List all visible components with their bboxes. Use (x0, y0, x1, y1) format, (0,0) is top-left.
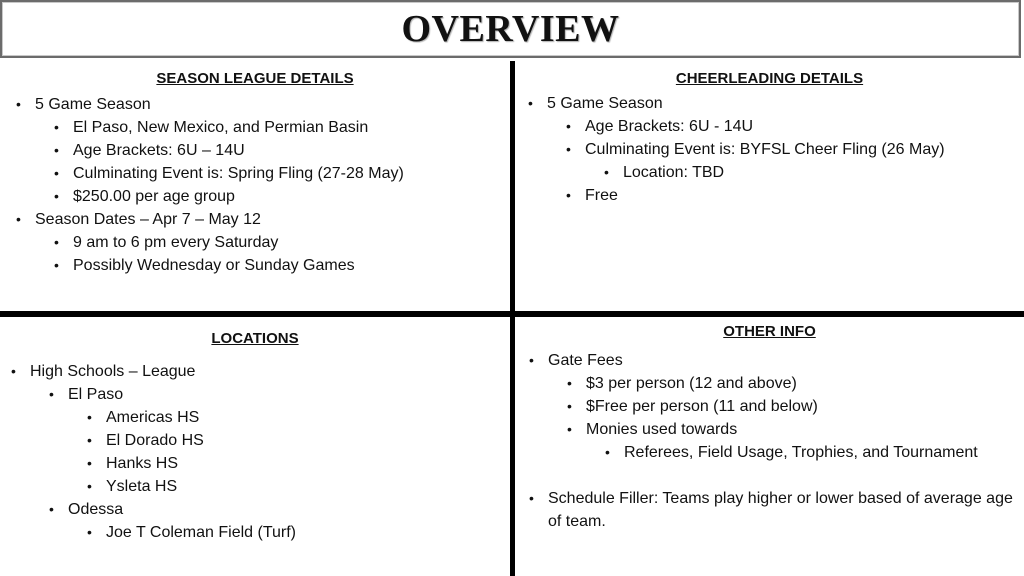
other-info-section (515, 323, 1024, 533)
list-item: • High Schools – League • El Paso • Americas HS • El Dorado HS • Hanks HS • Ysleta HS • Odessa • Joe T Coleman Field (Turf) (30, 360, 510, 544)
list-item: • Americas HS (106, 406, 510, 429)
list-item: • Monies used towards • Referees, Field Usage, Trophies, and Tournament (586, 418, 1024, 464)
list-item: • Free (585, 184, 1024, 207)
list-item: • Location: TBD (623, 161, 1024, 184)
list-item: • 5 Game Season • El Paso, New Mexico, and Permian Basin • Age Brackets: 6U – 14U • Culminating Event is: Spring Fling (27-28 May) • $250.00 per age group (35, 93, 510, 208)
list-item: • 9 am to 6 pm every Saturday (73, 231, 510, 254)
list-item: • $3 per person (12 and above) (586, 372, 1024, 395)
list-item: • El Paso, New Mexico, and Permian Basin (73, 116, 510, 139)
list-item: • Ysleta HS (106, 475, 510, 498)
list-item: • El Paso • Americas HS • El Dorado HS • Hanks HS • Ysleta HS (68, 383, 510, 498)
list-item: • Season Dates – Apr 7 – May 12 • 9 am to 6 pm every Saturday • Possibly Wednesday or Sunday Games (35, 208, 510, 277)
title-banner (0, 0, 1021, 58)
list-item: • Gate Fees • $3 per person (12 and above) • $Free per person (11 and below) • Monies used towards • Referees, Field Usage, Trophies, and Tournament (548, 349, 1024, 464)
list-item: • Culminating Event is: Spring Fling (27-28 May) (73, 162, 510, 185)
cheer-heading: CHEERLEADING DETAILS (675, 70, 864, 87)
horizontal-divider (0, 311, 1024, 317)
season-heading: SEASON LEAGUE DETAILS (156, 70, 354, 87)
list-item: • Odessa • Joe T Coleman Field (Turf) (68, 498, 510, 544)
season-league-section (0, 70, 510, 277)
list-item: • Hanks HS (106, 452, 510, 475)
cheerleading-section (515, 70, 1024, 207)
page-title: OVERVIEW (401, 8, 620, 50)
list-item: • Culminating Event is: BYFSL Cheer Fling (26 May) • Location: TBD (585, 138, 1024, 184)
list-item: • $250.00 per age group (73, 185, 510, 208)
list-item: • 5 Game Season • Age Brackets: 6U - 14U • Culminating Event is: BYFSL Cheer Fling (26 May) • Location: TBD • Free (547, 92, 1024, 207)
list-item: • Age Brackets: 6U - 14U (585, 115, 1024, 138)
list-item: • Referees, Field Usage, Trophies, and Tournament (624, 441, 1024, 464)
list-item: • Age Brackets: 6U – 14U (73, 139, 510, 162)
other-heading: OTHER INFO (723, 323, 816, 340)
locations-section (0, 330, 510, 544)
list-item: • $Free per person (11 and below) (586, 395, 1024, 418)
locations-heading: LOCATIONS (211, 330, 299, 347)
list-item: • El Dorado HS (106, 429, 510, 452)
list-item: • Possibly Wednesday or Sunday Games (73, 254, 510, 277)
list-item: • Joe T Coleman Field (Turf) (106, 521, 510, 544)
list-item: • Schedule Filler: Teams play higher or lower based of average age of team. (548, 487, 1024, 533)
